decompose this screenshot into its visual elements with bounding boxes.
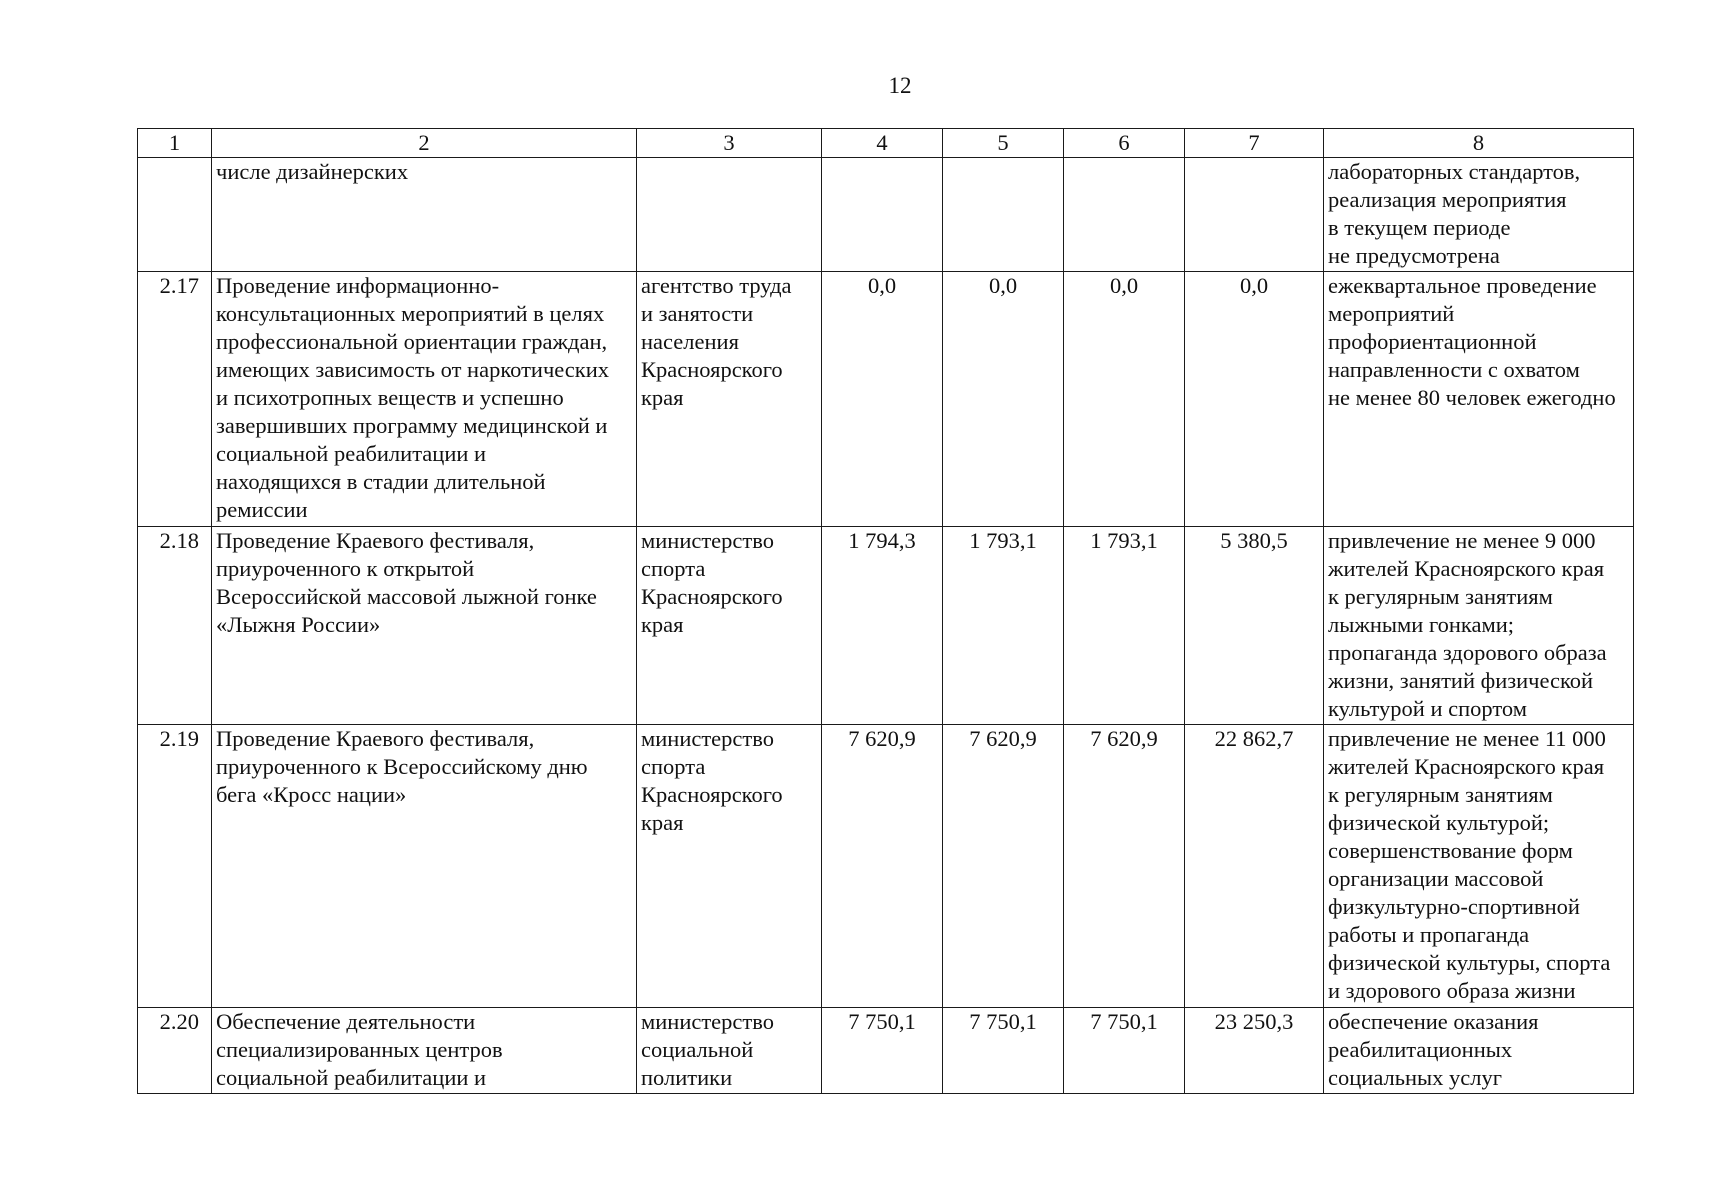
measure-description: Проведение Краевого фестиваля, приуроченного к Всероссийскому дню бега «Кросс нации» <box>212 725 637 1008</box>
column-header-5: 5 <box>943 129 1064 158</box>
expected-result: привлечение не менее 9 000 жителей Красноярского края к регулярным занятиям лыжными гонками; пропаганда здорового образа жизни, занятий физической культурой и спортом <box>1324 527 1634 725</box>
column-number-header-row <box>138 129 1634 158</box>
value-col-7: 0,0 <box>1185 272 1324 527</box>
row-number: 2.20 <box>138 1008 212 1094</box>
row-number: 2.17 <box>138 272 212 527</box>
responsible-executor: министерство спорта Красноярского края <box>637 725 822 1008</box>
column-header-2: 2 <box>212 129 637 158</box>
value-col-5 <box>943 158 1064 272</box>
responsible-executor: министерство спорта Красноярского края <box>637 527 822 725</box>
expected-result: ежеквартальное проведение мероприятий профориентационной направленности с охватом не менее 80 человек ежегодно <box>1324 272 1634 527</box>
page-number: 12 <box>888 73 912 98</box>
value-col-6: 7 620,9 <box>1064 725 1185 1008</box>
value-col-5: 1 793,1 <box>943 527 1064 725</box>
column-header-4: 4 <box>822 129 943 158</box>
row-number: 2.18 <box>138 527 212 725</box>
column-header-8: 8 <box>1324 129 1634 158</box>
value-col-4: 7 620,9 <box>822 725 943 1008</box>
value-col-5: 0,0 <box>943 272 1064 527</box>
value-col-6: 1 793,1 <box>1064 527 1185 725</box>
value-col-7 <box>1185 158 1324 272</box>
responsible-executor <box>637 158 822 272</box>
value-col-5: 7 750,1 <box>943 1008 1064 1094</box>
value-col-4: 0,0 <box>822 272 943 527</box>
expected-result: лабораторных стандартов, реализация мероприятия в текущем периоде не предусмотрена <box>1324 158 1634 272</box>
value-col-7: 23 250,3 <box>1185 1008 1324 1094</box>
measure-description: Проведение информационно- консультационных мероприятий в целях профессиональной ориентации граждан, имеющих зависимость от наркотических и психотропных веществ и успешно завершивших программу медицинской и социальной реабилитации и находящихся в стадии длительной ремиссии <box>212 272 637 527</box>
value-col-7: 22 862,7 <box>1185 725 1324 1008</box>
value-col-7: 5 380,5 <box>1185 527 1324 725</box>
value-col-4: 1 794,3 <box>822 527 943 725</box>
responsible-executor: агентство труда и занятости населения Красноярского края <box>637 272 822 527</box>
value-col-6 <box>1064 158 1185 272</box>
column-header-3: 3 <box>637 129 822 158</box>
value-col-4 <box>822 158 943 272</box>
table-row <box>138 272 1634 527</box>
value-col-6: 7 750,1 <box>1064 1008 1185 1094</box>
column-header-7: 7 <box>1185 129 1324 158</box>
table-row <box>138 725 1634 1008</box>
expected-result: привлечение не менее 11 000 жителей Красноярского края к регулярным занятиям физической культурой; совершенствование форм организации массовой физкультурно-спортивной работы и пропаганда физической культуры, спорта и здорового образа жизни <box>1324 725 1634 1008</box>
responsible-executor: министерство социальной политики <box>637 1008 822 1094</box>
table-row <box>138 527 1634 725</box>
column-header-1: 1 <box>138 129 212 158</box>
table-row <box>138 158 1634 272</box>
measure-description: Обеспечение деятельности специализированных центров социальной реабилитации и <box>212 1008 637 1094</box>
measure-description: числе дизайнерских <box>212 158 637 272</box>
value-col-6: 0,0 <box>1064 272 1185 527</box>
row-number <box>138 158 212 272</box>
value-col-5: 7 620,9 <box>943 725 1064 1008</box>
column-header-6: 6 <box>1064 129 1185 158</box>
table-row <box>138 1008 1634 1094</box>
row-number: 2.19 <box>138 725 212 1008</box>
value-col-4: 7 750,1 <box>822 1008 943 1094</box>
measure-description: Проведение Краевого фестиваля, приуроченного к открытой Всероссийской массовой лыжной гонке «Лыжня России» <box>212 527 637 725</box>
measures-table <box>137 128 1634 1094</box>
expected-result: обеспечение оказания реабилитационных социальных услуг <box>1324 1008 1634 1094</box>
